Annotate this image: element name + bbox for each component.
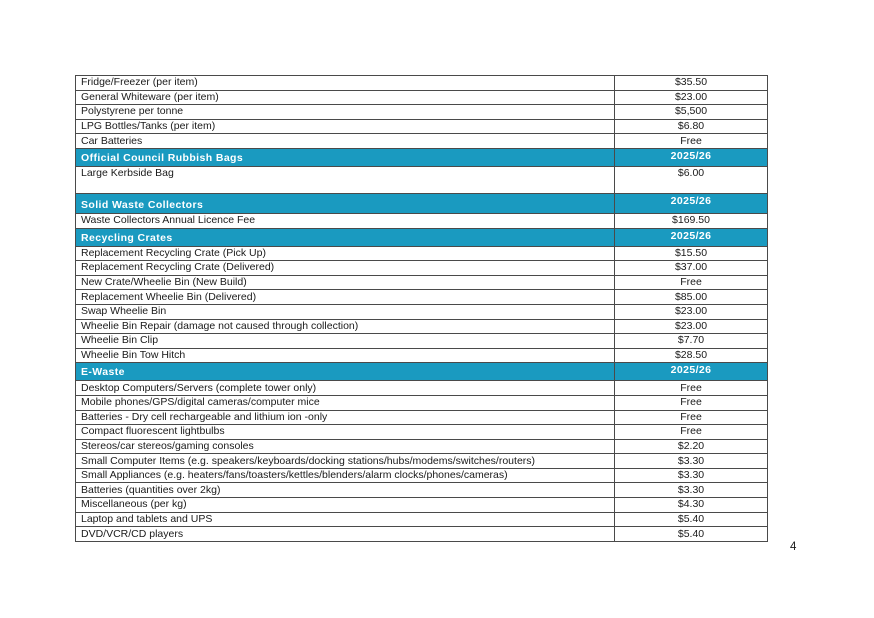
item-name: Batteries - Dry cell rechargeable and lithium ion -only [76,410,615,425]
table-row [76,439,768,454]
item-price: $15.50 [615,246,768,261]
item-price: $37.00 [615,261,768,276]
table-row [76,213,768,228]
item-price: $85.00 [615,290,768,305]
table-row [76,483,768,498]
item-price: $28.50 [615,348,768,363]
item-name: Waste Collectors Annual Licence Fee [76,213,615,228]
table-row [76,76,768,91]
item-name: Wheelie Bin Repair (damage not caused through collection) [76,319,615,334]
section-year: 2025/26 [615,228,768,246]
item-price: $2.20 [615,439,768,454]
item-price: $5.40 [615,512,768,527]
section-title: Solid Waste Collectors [76,193,615,213]
item-name: Stereos/car stereos/gaming consoles [76,439,615,454]
section-title: Official Council Rubbish Bags [76,148,615,166]
fees-table [75,75,768,542]
item-price: $23.00 [615,304,768,319]
item-price: $4.30 [615,498,768,513]
item-price: $3.30 [615,468,768,483]
item-price: $3.30 [615,483,768,498]
item-name: Wheelie Bin Tow Hitch [76,348,615,363]
table-row [76,319,768,334]
item-price: Free [615,381,768,396]
item-name: Batteries (quantities over 2kg) [76,483,615,498]
table-row [76,395,768,410]
table-row [76,290,768,305]
item-name: Miscellaneous (per kg) [76,498,615,513]
item-name: Large Kerbside Bag [76,166,615,193]
section-header-solid-waste-collectors [76,193,768,213]
item-price: $3.30 [615,454,768,469]
table-row [76,119,768,134]
table-row [76,410,768,425]
item-price: $7.70 [615,334,768,349]
table-row [76,246,768,261]
table-row [76,381,768,396]
table-row [76,334,768,349]
item-price: $5.40 [615,527,768,542]
item-name: Small Computer Items (e.g. speakers/keyboards/docking stations/hubs/modems/switches/routers) [76,454,615,469]
section-title: E-Waste [76,363,615,381]
table-row [76,90,768,105]
item-name: Swap Wheelie Bin [76,304,615,319]
item-name: Polystyrene per tonne [76,105,615,120]
item-name: DVD/VCR/CD players [76,527,615,542]
table-row [76,275,768,290]
item-name: General Whiteware (per item) [76,90,615,105]
table-row [76,134,768,149]
item-price: $23.00 [615,319,768,334]
item-name: Compact fluorescent lightbulbs [76,425,615,440]
item-name: Laptop and tablets and UPS [76,512,615,527]
item-name: Mobile phones/GPS/digital cameras/computer mice [76,395,615,410]
item-price: $5,500 [615,105,768,120]
item-price: $6.80 [615,119,768,134]
section-header-rubbish-bags [76,148,768,166]
item-name: LPG Bottles/Tanks (per item) [76,119,615,134]
page-number: 4 [790,541,797,553]
item-price: Free [615,410,768,425]
table-row [76,527,768,542]
table-row [76,166,768,193]
item-name: Replacement Recycling Crate (Delivered) [76,261,615,276]
table-row [76,498,768,513]
item-name: Replacement Recycling Crate (Pick Up) [76,246,615,261]
item-price: Free [615,134,768,149]
table-row [76,261,768,276]
item-name: New Crate/Wheelie Bin (New Build) [76,275,615,290]
section-year: 2025/26 [615,148,768,166]
item-name: Fridge/Freezer (per item) [76,76,615,91]
table-row [76,454,768,469]
item-price: Free [615,425,768,440]
table-row [76,425,768,440]
section-year: 2025/26 [615,193,768,213]
section-header-e-waste [76,363,768,381]
item-name: Small Appliances (e.g. heaters/fans/toasters/kettles/blenders/alarm clocks/phones/cameras) [76,468,615,483]
section-header-recycling-crates [76,228,768,246]
item-name: Desktop Computers/Servers (complete tower only) [76,381,615,396]
table-row [76,468,768,483]
item-price: Free [615,275,768,290]
item-name: Replacement Wheelie Bin (Delivered) [76,290,615,305]
table-row [76,348,768,363]
item-price: $6.00 [615,166,768,193]
section-title: Recycling Crates [76,228,615,246]
item-price: $169.50 [615,213,768,228]
item-price: $35.50 [615,76,768,91]
item-price: $23.00 [615,90,768,105]
table-row [76,105,768,120]
table-row [76,304,768,319]
table-row [76,512,768,527]
item-price: Free [615,395,768,410]
item-name: Wheelie Bin Clip [76,334,615,349]
section-year: 2025/26 [615,363,768,381]
item-name: Car Batteries [76,134,615,149]
